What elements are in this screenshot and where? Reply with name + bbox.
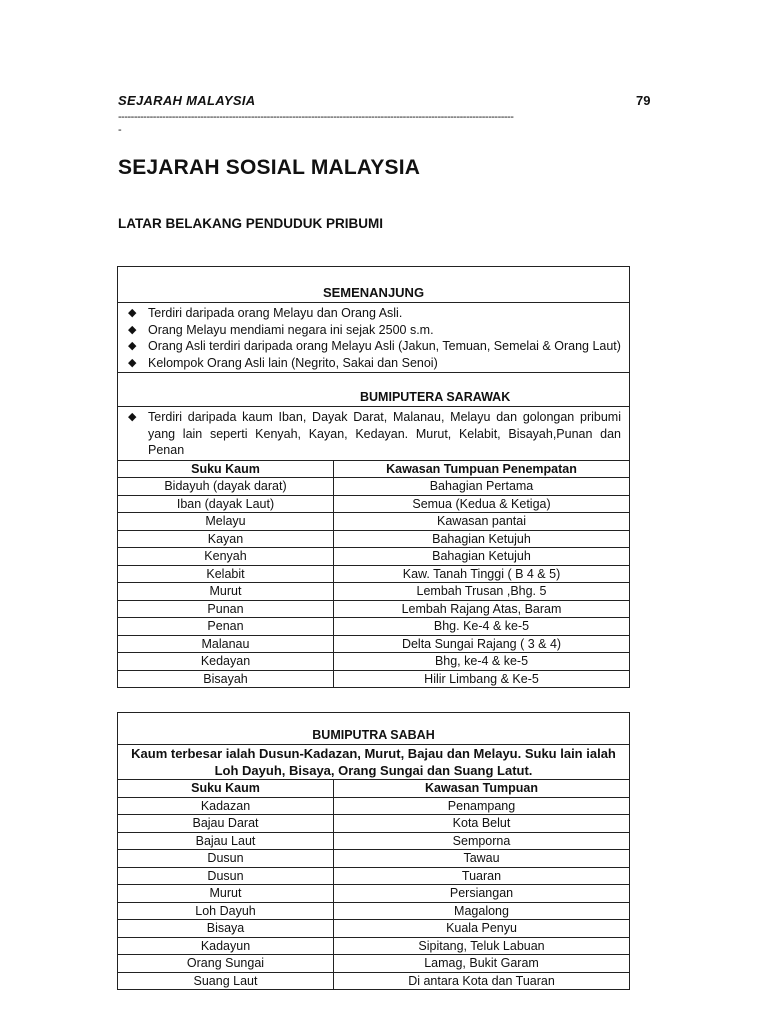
sarawak-kawasan-cell: Hilir Limbang & Ke-5 [334, 670, 630, 688]
semenanjung-bullets [118, 303, 630, 373]
sabah-table-row [118, 937, 630, 955]
sabah-suku-kaum-cell: Kadayun [118, 937, 334, 955]
sabah-table-row [118, 797, 630, 815]
sarawak-table-row [118, 618, 630, 636]
sarawak-suku-kaum-cell: Kelabit [118, 565, 334, 583]
sabah-suku-kaum-cell: Dusun [118, 850, 334, 868]
sarawak-table-row [118, 600, 630, 618]
sabah-kawasan-cell: Penampang [334, 797, 630, 815]
sarawak-bullet-text: Terdiri daripada kaum Iban, Dayak Darat, Malanau, Melayu dan golongan pribumi yang lain seperti Kenyah, Kayan, Kedayan. Murut, Kelabit, Bisayah,Punan dan Penan [148, 410, 621, 457]
sabah-col-kawasan: Kawasan Tumpuan [334, 780, 630, 798]
sabah-table-row [118, 815, 630, 833]
diamond-bullet-icon: ◆ [128, 411, 137, 423]
sarawak-kawasan-cell: Bahagian Pertama [334, 478, 630, 496]
sabah-kawasan-cell: Di antara Kota dan Tuaran [334, 972, 630, 990]
sabah-suku-kaum-cell: Orang Sungai [118, 955, 334, 973]
sabah-suku-kaum-cell: Bajau Laut [118, 832, 334, 850]
diamond-bullet-icon: ◆ [128, 356, 137, 369]
sabah-table-row [118, 832, 630, 850]
sabah-table-row [118, 920, 630, 938]
sabah-kawasan-cell: Sipitang, Teluk Labuan [334, 937, 630, 955]
sarawak-col-kawasan: Kawasan Tumpuan Penempatan [334, 460, 630, 478]
sarawak-table-row [118, 513, 630, 531]
sarawak-suku-kaum-cell: Kedayan [118, 653, 334, 671]
sarawak-table-row [118, 530, 630, 548]
sarawak-suku-kaum-cell: Murut [118, 583, 334, 601]
diamond-bullet-icon: ◆ [128, 340, 137, 352]
sarawak-table-row [118, 583, 630, 601]
sarawak-kawasan-cell: Bahagian Ketujuh [334, 548, 630, 566]
sarawak-table-row [118, 635, 630, 653]
semenanjung-bullet-item [126, 322, 621, 339]
sarawak-suku-kaum-cell: Malanau [118, 635, 334, 653]
sabah-table-row [118, 902, 630, 920]
sarawak-kawasan-cell: Bhg. Ke-4 & ke-5 [334, 618, 630, 636]
semenanjung-heading: SEMENANJUNG [118, 267, 630, 303]
diamond-bullet-icon: ◆ [128, 307, 137, 319]
sabah-heading: BUMIPUTRA SABAH [118, 713, 630, 745]
sabah-table-row [118, 972, 630, 990]
sabah-table [117, 712, 630, 990]
sarawak-suku-kaum-cell: Punan [118, 600, 334, 618]
sabah-kawasan-cell: Tawau [334, 850, 630, 868]
sarawak-table-row [118, 478, 630, 496]
sarawak-suku-kaum-cell: Bisayah [118, 670, 334, 688]
sarawak-col-suku-kaum: Suku Kaum [118, 460, 334, 478]
semenanjung-bullet-text: Orang Melayu mendiami negara ini sejak 2500 s.m. [148, 322, 434, 337]
semenanjung-heading-row [118, 267, 630, 303]
sabah-description: Kaum terbesar ialah Dusun-Kadazan, Murut, Bajau dan Melayu. Suku lain ialah Loh Dayuh, Bisaya, Orang Sungai dan Suang Latut. [118, 745, 630, 780]
header-rule-tail: - [118, 124, 122, 136]
sarawak-column-header-row [118, 460, 630, 478]
semenanjung-bullet-text: Terdiri daripada orang Melayu dan Orang Asli. [148, 306, 403, 320]
page-title: SEJARAH SOSIAL MALAYSIA [118, 156, 421, 179]
sarawak-heading-row [118, 373, 630, 407]
sarawak-suku-kaum-cell: Melayu [118, 513, 334, 531]
semenanjung-bullet-text: Kelompok Orang Asli lain (Negrito, Sakai dan Senoi) [148, 355, 438, 370]
sabah-kawasan-cell: Semporna [334, 832, 630, 850]
sabah-table-row [118, 850, 630, 868]
sarawak-kawasan-cell: Kaw. Tanah Tinggi ( B 4 & 5) [334, 565, 630, 583]
sabah-kawasan-cell: Kota Belut [334, 815, 630, 833]
page-number: 79 [636, 93, 651, 108]
semenanjung-bullet-item [126, 355, 621, 372]
sarawak-kawasan-cell: Bhg, ke-4 & ke-5 [334, 653, 630, 671]
sarawak-table-row [118, 670, 630, 688]
sarawak-table-row [118, 495, 630, 513]
sarawak-suku-kaum-cell: Bidayuh (dayak darat) [118, 478, 334, 496]
sabah-table-row [118, 867, 630, 885]
sabah-kawasan-cell: Persiangan [334, 885, 630, 903]
sarawak-bullets [118, 407, 630, 461]
sabah-suku-kaum-cell: Kadazan [118, 797, 334, 815]
sarawak-kawasan-cell: Kawasan pantai [334, 513, 630, 531]
sarawak-suku-kaum-cell: Iban (dayak Laut) [118, 495, 334, 513]
sarawak-table-row [118, 653, 630, 671]
sabah-suku-kaum-cell: Loh Dayuh [118, 902, 334, 920]
sarawak-heading: BUMIPUTERA SARAWAK [118, 373, 630, 407]
sabah-col-suku-kaum: Suku Kaum [118, 780, 334, 798]
sabah-kawasan-cell: Kuala Penyu [334, 920, 630, 938]
header-rule: ----------------------------------------------------------------------------------------------------------------------------- [118, 111, 514, 123]
section-subtitle: LATAR BELAKANG PENDUDUK PRIBUMI [118, 216, 383, 231]
sarawak-suku-kaum-cell: Kenyah [118, 548, 334, 566]
sabah-kawasan-cell: Lamag, Bukit Garam [334, 955, 630, 973]
sarawak-suku-kaum-cell: Kayan [118, 530, 334, 548]
sabah-heading-row [118, 713, 630, 745]
sabah-suku-kaum-cell: Murut [118, 885, 334, 903]
semenanjung-sarawak-table [117, 266, 630, 688]
sabah-suku-kaum-cell: Suang Laut [118, 972, 334, 990]
semenanjung-bullet-text: Orang Asli terdiri daripada orang Melayu Asli (Jakun, Temuan, Semelai & Orang Laut) [148, 339, 621, 353]
semenanjung-bullet-item [126, 338, 621, 355]
sarawak-bullet-item [126, 409, 621, 459]
running-header-title: SEJARAH MALAYSIA [118, 93, 256, 108]
sabah-suku-kaum-cell: Bajau Darat [118, 815, 334, 833]
sabah-suku-kaum-cell: Dusun [118, 867, 334, 885]
diamond-bullet-icon: ◆ [128, 323, 137, 336]
sarawak-table-row [118, 548, 630, 566]
sarawak-kawasan-cell: Semua (Kedua & Ketiga) [334, 495, 630, 513]
sabah-kawasan-cell: Tuaran [334, 867, 630, 885]
sabah-table-row [118, 885, 630, 903]
sabah-column-header-row [118, 780, 630, 798]
sarawak-suku-kaum-cell: Penan [118, 618, 334, 636]
sarawak-kawasan-cell: Delta Sungai Rajang ( 3 & 4) [334, 635, 630, 653]
sarawak-kawasan-cell: Lembah Rajang Atas, Baram [334, 600, 630, 618]
semenanjung-bullet-item [126, 305, 621, 322]
sabah-table-row [118, 955, 630, 973]
sabah-suku-kaum-cell: Bisaya [118, 920, 334, 938]
sarawak-kawasan-cell: Bahagian Ketujuh [334, 530, 630, 548]
sabah-kawasan-cell: Magalong [334, 902, 630, 920]
sarawak-table-row [118, 565, 630, 583]
sarawak-kawasan-cell: Lembah Trusan ,Bhg. 5 [334, 583, 630, 601]
